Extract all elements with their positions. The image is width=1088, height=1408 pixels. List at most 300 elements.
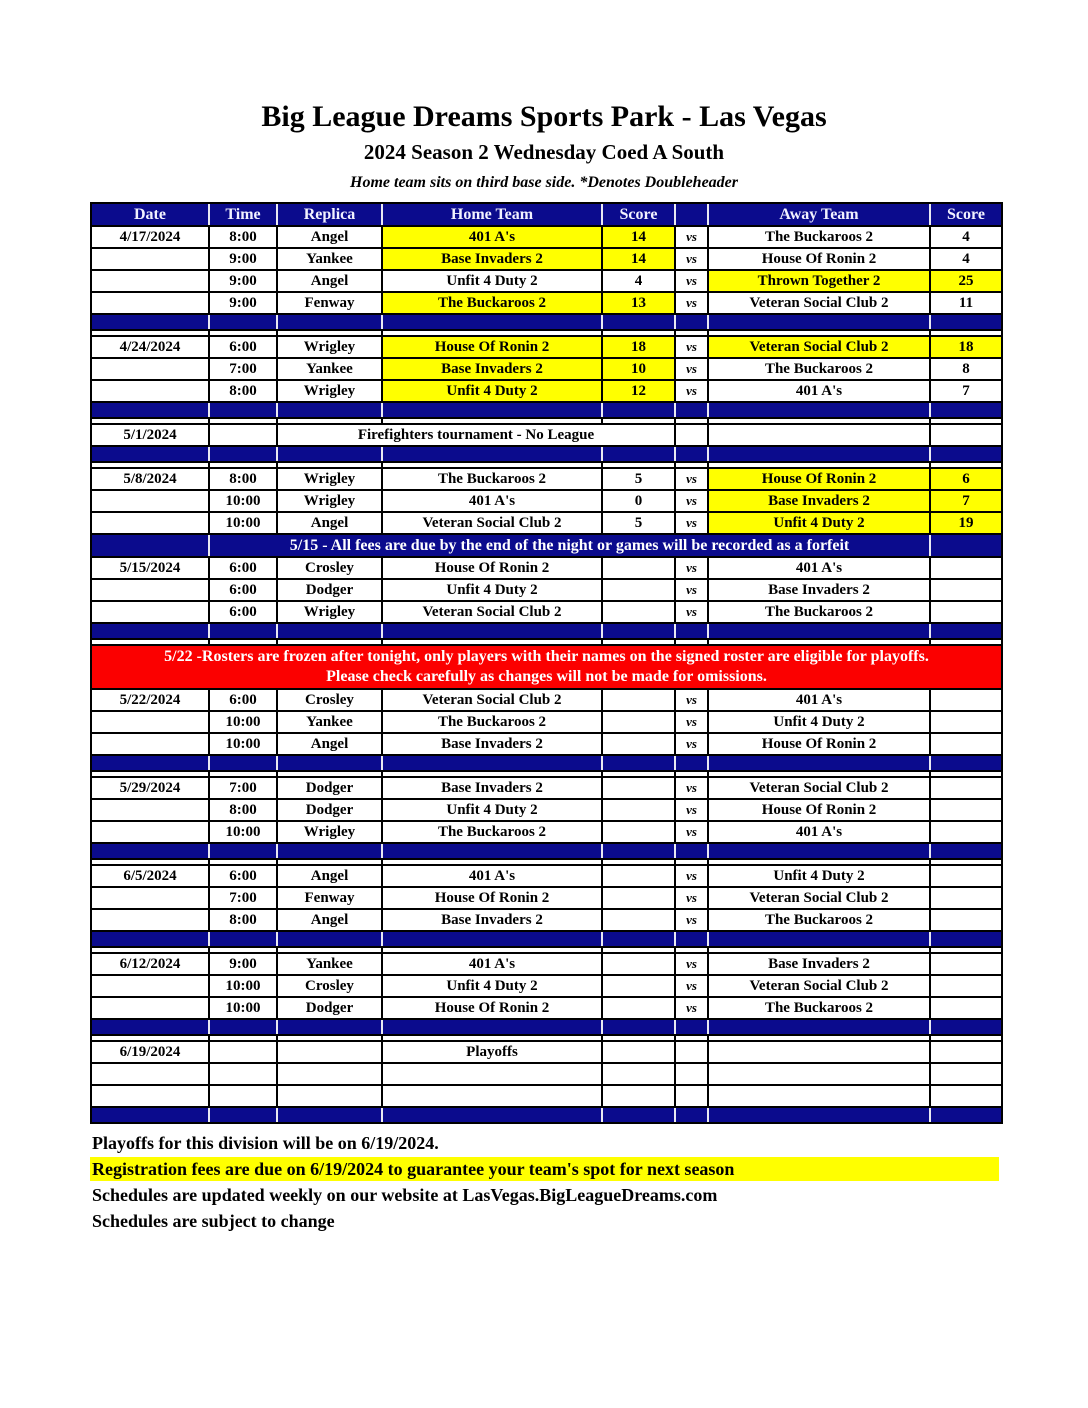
game-row bbox=[92, 1042, 1001, 1064]
vs-label: vs bbox=[676, 513, 709, 533]
empty-cell bbox=[278, 463, 383, 467]
game-row bbox=[92, 998, 1001, 1020]
vs-label: vs bbox=[676, 866, 709, 886]
home-team-cell: The Buckaroos 2 bbox=[383, 469, 603, 489]
date-cell bbox=[92, 535, 210, 556]
empty-cell bbox=[383, 772, 603, 776]
vs-label: vs bbox=[676, 293, 709, 313]
vs-label: vs bbox=[676, 227, 709, 247]
empty-cell bbox=[931, 932, 1001, 946]
away-score-cell: 7 bbox=[962, 382, 970, 399]
away-team-cell: 401 A's bbox=[709, 822, 931, 842]
replica-cell: Fenway bbox=[278, 293, 383, 313]
home-score-cell bbox=[603, 866, 676, 886]
time-cell: 6:00 bbox=[210, 558, 278, 578]
date-cell bbox=[92, 910, 210, 930]
roster-alert-line: 5/22 -Rosters are frozen after tonight, only players with their names on the signed roster are eligible for playoffs. bbox=[164, 648, 929, 665]
empty-cell bbox=[931, 1036, 1001, 1040]
game-row bbox=[92, 910, 1001, 932]
time-cell: 8:00 bbox=[210, 910, 278, 930]
vs-label: vs bbox=[676, 469, 709, 489]
separator-row bbox=[92, 1020, 1001, 1036]
header-cell-away-team: Away Team bbox=[709, 204, 931, 225]
home-team-cell: House Of Ronin 2 bbox=[383, 888, 603, 908]
empty-cell bbox=[603, 419, 676, 423]
roster-alert-banner bbox=[92, 646, 1001, 690]
home-team-cell: 401 A's bbox=[383, 227, 603, 247]
home-score-cell bbox=[603, 910, 676, 930]
away-team-cell: The Buckaroos 2 bbox=[709, 602, 931, 622]
home-score-cell: 14 bbox=[603, 227, 676, 247]
time-cell: 9:00 bbox=[210, 954, 278, 974]
game-row bbox=[92, 800, 1001, 822]
empty-cell bbox=[931, 772, 1001, 776]
home-team-cell: Base Invaders 2 bbox=[383, 778, 603, 798]
time-cell: 9:00 bbox=[210, 271, 278, 291]
home-score-cell bbox=[603, 976, 676, 996]
empty-cell bbox=[383, 1086, 603, 1106]
footer-note: Playoffs for this division will be on 6/19/2024. bbox=[92, 1133, 439, 1153]
away-team-cell: Base Invaders 2 bbox=[709, 580, 931, 600]
away-team-cell: Veteran Social Club 2 bbox=[709, 778, 931, 798]
time-cell: 10:00 bbox=[210, 822, 278, 842]
empty-cell bbox=[603, 447, 676, 461]
empty-cell bbox=[278, 756, 383, 770]
empty-cell bbox=[383, 624, 603, 638]
empty-cell bbox=[931, 447, 1001, 461]
footer-notes bbox=[90, 1131, 999, 1233]
replica-cell: Wrigley bbox=[278, 337, 383, 357]
home-score-cell bbox=[603, 690, 676, 710]
empty-cell bbox=[278, 1020, 383, 1034]
away-team-cell: Veteran Social Club 2 bbox=[709, 337, 931, 357]
replica-cell: Dodger bbox=[278, 778, 383, 798]
empty-cell bbox=[278, 948, 383, 952]
empty-cell bbox=[210, 860, 278, 864]
away-team-cell: House Of Ronin 2 bbox=[709, 469, 931, 489]
empty-cell bbox=[383, 932, 603, 946]
empty-row bbox=[92, 1086, 1001, 1108]
vs-label: vs bbox=[676, 690, 709, 710]
empty-cell bbox=[603, 315, 676, 329]
empty-cell bbox=[676, 756, 709, 770]
away-score-cell: 4 bbox=[962, 228, 970, 245]
vs-label: vs bbox=[676, 271, 709, 291]
home-score-cell bbox=[603, 558, 676, 578]
empty-cell bbox=[278, 624, 383, 638]
date-cell bbox=[92, 998, 210, 1018]
replica-cell: Fenway bbox=[278, 888, 383, 908]
empty-cell bbox=[383, 948, 603, 952]
home-team-cell: 401 A's bbox=[383, 954, 603, 974]
time-cell: 10:00 bbox=[210, 998, 278, 1018]
home-team-cell: House Of Ronin 2 bbox=[383, 998, 603, 1018]
home-score-cell bbox=[603, 888, 676, 908]
separator-row bbox=[92, 844, 1001, 860]
empty-cell bbox=[709, 419, 931, 423]
empty-cell bbox=[931, 403, 1001, 417]
empty-cell bbox=[931, 419, 1001, 423]
game-row bbox=[92, 227, 1001, 249]
replica-cell: Yankee bbox=[278, 954, 383, 974]
vs-label: vs bbox=[676, 976, 709, 996]
away-score-cell: 18 bbox=[931, 337, 1001, 357]
away-score-cell bbox=[931, 976, 1001, 996]
empty-cell bbox=[603, 1036, 676, 1040]
home-score-cell: 4 bbox=[603, 271, 676, 291]
header-cell-away-score: Score bbox=[947, 205, 985, 223]
empty-cell bbox=[383, 1108, 603, 1122]
home-team-cell: 401 A's bbox=[383, 491, 603, 511]
empty-cell bbox=[676, 419, 709, 423]
away-score-cell: 7 bbox=[931, 491, 1001, 511]
replica-cell: Dodger bbox=[278, 580, 383, 600]
empty-cell bbox=[676, 772, 709, 776]
game-row bbox=[92, 734, 1001, 756]
empty-cell bbox=[92, 932, 210, 946]
vs-label: vs bbox=[676, 359, 709, 379]
away-team-cell: 401 A's bbox=[709, 381, 931, 401]
away-score-cell bbox=[931, 866, 1001, 886]
empty-cell bbox=[676, 1108, 709, 1122]
home-score-cell bbox=[603, 602, 676, 622]
empty-cell bbox=[709, 1086, 931, 1106]
empty-cell bbox=[92, 1108, 210, 1122]
vs-label: vs bbox=[676, 337, 709, 357]
footer-registration-note: Registration fees are due on 6/19/2024 to guarantee your team's spot for next season bbox=[90, 1157, 999, 1181]
time-cell bbox=[210, 1042, 278, 1062]
away-score-cell: 8 bbox=[962, 360, 970, 377]
replica-cell: Wrigley bbox=[278, 469, 383, 489]
empty-cell bbox=[383, 419, 603, 423]
vs-label: vs bbox=[676, 910, 709, 930]
empty-cell bbox=[210, 419, 278, 423]
empty-cell bbox=[92, 860, 210, 864]
empty-cell bbox=[931, 1108, 1001, 1122]
time-cell: 10:00 bbox=[210, 491, 278, 511]
time-cell: 6:00 bbox=[210, 602, 278, 622]
empty-cell bbox=[709, 932, 931, 946]
empty-cell bbox=[676, 860, 709, 864]
vs-label: vs bbox=[676, 580, 709, 600]
empty-cell bbox=[210, 447, 278, 461]
empty-cell bbox=[278, 315, 383, 329]
empty-cell bbox=[603, 463, 676, 467]
home-score-cell: 10 bbox=[603, 359, 676, 379]
replica-cell: Angel bbox=[278, 734, 383, 754]
away-team-cell: 401 A's bbox=[709, 690, 931, 710]
date-cell: 5/29/2024 bbox=[92, 778, 210, 798]
home-team-cell: Base Invaders 2 bbox=[383, 734, 603, 754]
empty-cell bbox=[383, 1020, 603, 1034]
empty-cell bbox=[278, 860, 383, 864]
date-cell: 4/24/2024 bbox=[92, 337, 210, 357]
empty-cell bbox=[931, 1086, 1001, 1106]
home-team-cell: Unfit 4 Duty 2 bbox=[383, 800, 603, 820]
empty-cell bbox=[931, 1064, 1001, 1084]
home-score-cell bbox=[603, 712, 676, 732]
away-score-cell: 25 bbox=[931, 271, 1001, 291]
empty-cell bbox=[92, 1036, 210, 1040]
home-score-cell bbox=[603, 1042, 676, 1062]
game-row bbox=[92, 359, 1001, 381]
empty-cell bbox=[709, 403, 931, 417]
away-team-cell: Veteran Social Club 2 bbox=[709, 293, 931, 313]
empty-cell bbox=[278, 1086, 383, 1106]
home-team-cell: Veteran Social Club 2 bbox=[383, 602, 603, 622]
empty-cell bbox=[709, 331, 931, 335]
empty-cell bbox=[92, 403, 210, 417]
away-team-cell: Unfit 4 Duty 2 bbox=[709, 513, 931, 533]
footer-note: Schedules are updated weekly on our website at LasVegas.BigLeagueDreams.com bbox=[92, 1185, 718, 1205]
date-cell bbox=[92, 491, 210, 511]
vs-label: vs bbox=[676, 954, 709, 974]
game-row bbox=[92, 690, 1001, 712]
replica-cell: Wrigley bbox=[278, 381, 383, 401]
separator-row bbox=[92, 932, 1001, 948]
empty-cell bbox=[603, 1086, 676, 1106]
empty-cell bbox=[210, 932, 278, 946]
empty-cell bbox=[278, 1064, 383, 1084]
away-score-cell bbox=[931, 602, 1001, 622]
empty-cell bbox=[676, 463, 709, 467]
empty-cell bbox=[709, 1036, 931, 1040]
empty-cell bbox=[709, 315, 931, 329]
empty-cell bbox=[210, 1086, 278, 1106]
empty-cell bbox=[383, 463, 603, 467]
date-cell: 6/19/2024 bbox=[92, 1042, 210, 1062]
replica-cell: Angel bbox=[278, 910, 383, 930]
header-cell-home-team: Home Team bbox=[383, 204, 603, 225]
header-cell-home-score: Score bbox=[603, 204, 676, 225]
game-row bbox=[92, 976, 1001, 998]
date-cell: 5/15/2024 bbox=[92, 558, 210, 578]
home-team-cell: Unfit 4 Duty 2 bbox=[383, 580, 603, 600]
empty-cell bbox=[278, 1036, 383, 1040]
empty-cell bbox=[603, 331, 676, 335]
empty-cell bbox=[92, 419, 210, 423]
home-score-cell: 13 bbox=[603, 293, 676, 313]
empty-cell bbox=[92, 1064, 210, 1084]
empty-cell bbox=[210, 315, 278, 329]
separator-row bbox=[92, 447, 1001, 463]
replica-cell: Crosley bbox=[278, 976, 383, 996]
replica-cell: Yankee bbox=[278, 249, 383, 269]
vs-label: vs bbox=[676, 998, 709, 1018]
away-score-cell bbox=[931, 778, 1001, 798]
header-cell-replica: Replica bbox=[278, 204, 383, 225]
date-cell: 5/1/2024 bbox=[92, 425, 210, 445]
date-cell bbox=[92, 888, 210, 908]
empty-cell bbox=[383, 756, 603, 770]
home-score-cell bbox=[603, 998, 676, 1018]
vs-label: vs bbox=[676, 778, 709, 798]
empty-cell bbox=[676, 932, 709, 946]
separator-row bbox=[92, 315, 1001, 331]
empty-cell bbox=[278, 447, 383, 461]
away-team-cell: Thrown Together 2 bbox=[709, 271, 931, 291]
date-cell bbox=[92, 271, 210, 291]
empty-cell bbox=[603, 1108, 676, 1122]
home-team-cell: Veteran Social Club 2 bbox=[383, 513, 603, 533]
empty-cell bbox=[92, 463, 210, 467]
home-score-cell: 5 bbox=[603, 513, 676, 533]
away-team-cell: The Buckaroos 2 bbox=[709, 359, 931, 379]
home-team-cell: Base Invaders 2 bbox=[383, 249, 603, 269]
away-team-cell: Base Invaders 2 bbox=[709, 954, 931, 974]
home-score-cell bbox=[603, 822, 676, 842]
schedule-table bbox=[90, 202, 1003, 1124]
empty-cell bbox=[931, 624, 1001, 638]
date-cell bbox=[92, 513, 210, 533]
empty-cell bbox=[92, 315, 210, 329]
time-cell: 8:00 bbox=[210, 381, 278, 401]
empty-cell bbox=[383, 1036, 603, 1040]
time-cell: 6:00 bbox=[210, 866, 278, 886]
date-cell bbox=[92, 976, 210, 996]
away-team-cell: House Of Ronin 2 bbox=[709, 249, 931, 269]
separator-row bbox=[92, 1108, 1001, 1124]
empty-cell bbox=[603, 624, 676, 638]
empty-cell bbox=[709, 624, 931, 638]
time-cell bbox=[210, 425, 278, 445]
vs-label: vs bbox=[676, 381, 709, 401]
empty-cell bbox=[92, 447, 210, 461]
empty-cell bbox=[603, 844, 676, 858]
vs-label: vs bbox=[676, 558, 709, 578]
empty-row bbox=[92, 1064, 1001, 1086]
away-team-cell: House Of Ronin 2 bbox=[709, 800, 931, 820]
date-cell bbox=[92, 712, 210, 732]
empty-cell bbox=[676, 844, 709, 858]
time-cell: 6:00 bbox=[210, 690, 278, 710]
date-cell bbox=[92, 602, 210, 622]
empty-cell bbox=[210, 756, 278, 770]
empty-cell bbox=[92, 1086, 210, 1106]
empty-cell bbox=[383, 860, 603, 864]
event-row bbox=[92, 425, 1001, 447]
replica-cell: Angel bbox=[278, 271, 383, 291]
empty-cell bbox=[709, 1108, 931, 1122]
vs-label: vs bbox=[676, 249, 709, 269]
home-team-cell: Unfit 4 Duty 2 bbox=[383, 271, 603, 291]
page-title: Big League Dreams Sports Park - Las Vegas bbox=[261, 100, 827, 133]
away-score-cell bbox=[931, 425, 1001, 445]
empty-cell bbox=[210, 331, 278, 335]
empty-cell bbox=[383, 403, 603, 417]
game-row bbox=[92, 954, 1001, 976]
score-cell bbox=[931, 535, 1001, 556]
empty-cell bbox=[278, 1108, 383, 1122]
empty-cell bbox=[931, 844, 1001, 858]
separator-row bbox=[92, 403, 1001, 419]
home-score-cell: 0 bbox=[603, 491, 676, 511]
home-team-cell: Base Invaders 2 bbox=[383, 910, 603, 930]
empty-cell bbox=[278, 331, 383, 335]
away-team-cell: Unfit 4 Duty 2 bbox=[709, 712, 931, 732]
vs-label: vs bbox=[676, 712, 709, 732]
empty-cell bbox=[210, 624, 278, 638]
empty-cell bbox=[210, 640, 278, 644]
away-team-cell: The Buckaroos 2 bbox=[709, 227, 931, 247]
vs-label bbox=[676, 1042, 709, 1062]
game-row bbox=[92, 381, 1001, 403]
away-score-cell bbox=[931, 954, 1001, 974]
time-cell: 6:00 bbox=[210, 337, 278, 357]
game-row bbox=[92, 469, 1001, 491]
game-row bbox=[92, 558, 1001, 580]
empty-cell bbox=[931, 948, 1001, 952]
away-team-cell: Veteran Social Club 2 bbox=[709, 976, 931, 996]
empty-cell bbox=[603, 1064, 676, 1084]
empty-cell bbox=[931, 315, 1001, 329]
away-score-cell bbox=[931, 690, 1001, 710]
replica-cell: Wrigley bbox=[278, 491, 383, 511]
separator-row bbox=[92, 756, 1001, 772]
empty-cell bbox=[92, 772, 210, 776]
empty-cell bbox=[92, 640, 210, 644]
empty-cell bbox=[210, 844, 278, 858]
fee-notice-row bbox=[92, 535, 1001, 558]
empty-cell bbox=[210, 772, 278, 776]
game-row bbox=[92, 866, 1001, 888]
home-score-cell bbox=[603, 954, 676, 974]
time-cell: 9:00 bbox=[210, 293, 278, 313]
time-cell: 9:00 bbox=[210, 249, 278, 269]
away-team-cell bbox=[709, 1042, 931, 1062]
empty-cell bbox=[603, 403, 676, 417]
time-cell: 7:00 bbox=[210, 359, 278, 379]
empty-cell bbox=[709, 640, 931, 644]
date-cell: 4/17/2024 bbox=[92, 227, 210, 247]
away-score-cell bbox=[931, 822, 1001, 842]
footer-note: Schedules are subject to change bbox=[92, 1211, 335, 1231]
game-row bbox=[92, 513, 1001, 535]
game-row bbox=[92, 602, 1001, 624]
away-team-cell: House Of Ronin 2 bbox=[709, 734, 931, 754]
empty-cell bbox=[383, 844, 603, 858]
empty-cell bbox=[709, 756, 931, 770]
empty-cell bbox=[210, 1108, 278, 1122]
empty-cell bbox=[709, 1064, 931, 1084]
empty-cell bbox=[210, 403, 278, 417]
time-cell: 10:00 bbox=[210, 734, 278, 754]
empty-cell bbox=[92, 331, 210, 335]
empty-cell bbox=[278, 932, 383, 946]
empty-cell bbox=[676, 447, 709, 461]
away-score-cell bbox=[931, 910, 1001, 930]
header-cell-time: Time bbox=[210, 204, 278, 225]
date-cell bbox=[92, 580, 210, 600]
replica-cell: Dodger bbox=[278, 998, 383, 1018]
home-team-cell: The Buckaroos 2 bbox=[383, 822, 603, 842]
away-team-cell: The Buckaroos 2 bbox=[709, 910, 931, 930]
game-row bbox=[92, 491, 1001, 513]
empty-cell bbox=[383, 331, 603, 335]
vs-label: vs bbox=[676, 800, 709, 820]
away-team-cell: Unfit 4 Duty 2 bbox=[709, 866, 931, 886]
away-score-cell: 19 bbox=[931, 513, 1001, 533]
time-cell: 8:00 bbox=[210, 469, 278, 489]
game-row bbox=[92, 888, 1001, 910]
away-score-cell bbox=[931, 800, 1001, 820]
empty-cell bbox=[931, 1020, 1001, 1034]
empty-cell bbox=[383, 447, 603, 461]
empty-cell bbox=[383, 1064, 603, 1084]
time-cell: 10:00 bbox=[210, 513, 278, 533]
away-team-cell bbox=[709, 425, 931, 445]
empty-cell bbox=[278, 640, 383, 644]
